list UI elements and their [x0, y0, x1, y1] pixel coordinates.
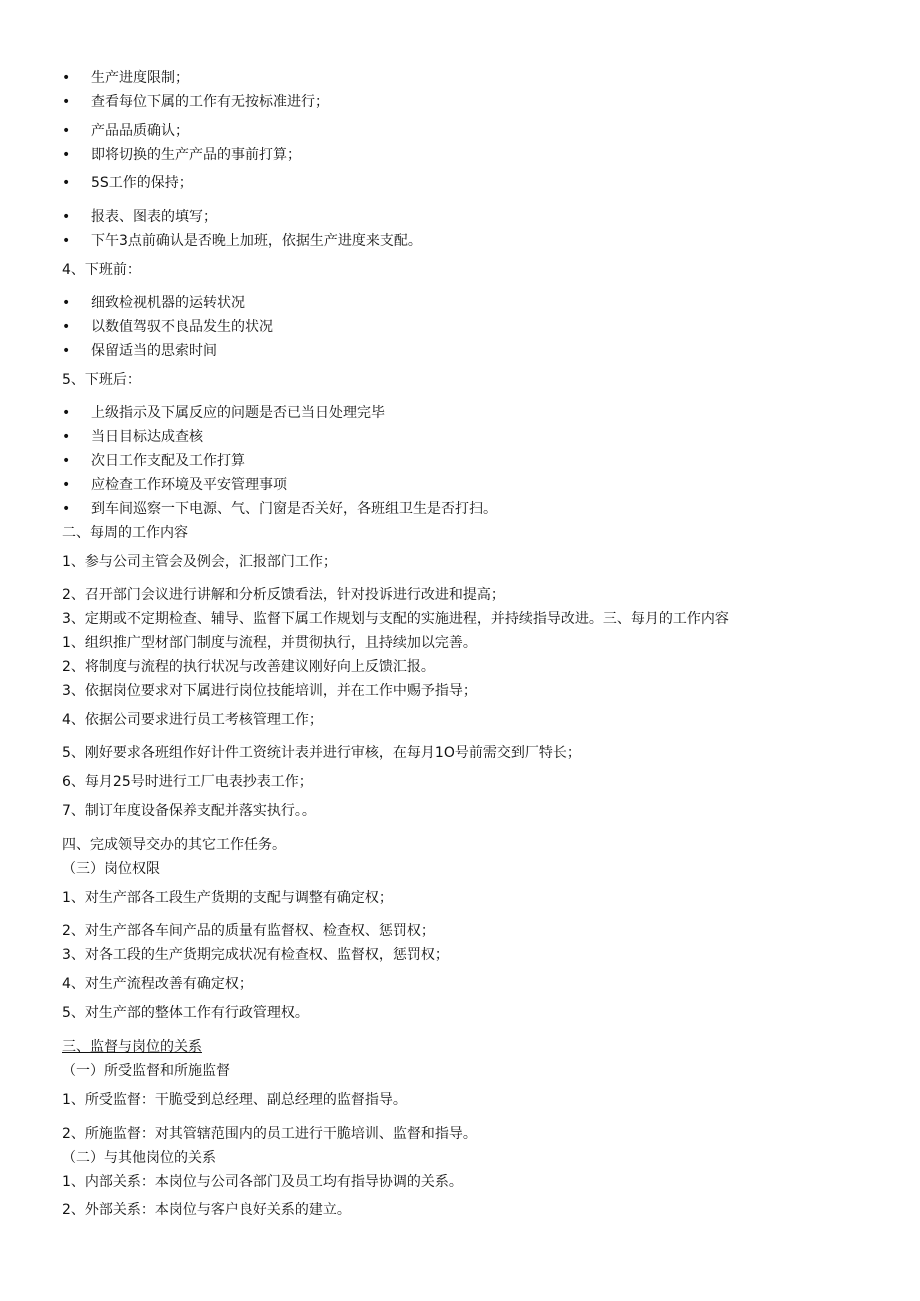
paragraph: 2、将制度与流程的执行状况与改善建议刚好向上反馈汇报。	[62, 659, 435, 675]
paragraph: 四、完成领导交办的其它工作任务。	[62, 837, 286, 853]
paragraph: 1、对生产部各工段生产货期的支配与调整有确定权；	[62, 890, 393, 906]
paragraph: 4、对生产流程改善有确定权；	[62, 976, 253, 992]
bullet-icon: •	[62, 147, 71, 163]
bullet-icon: •	[62, 319, 71, 335]
bullet-icon: •	[62, 123, 71, 139]
bullet-icon: •	[62, 295, 71, 311]
paragraph: 3、对各工段的生产货期完成状况有检查权、监督权，惩罚权；	[62, 947, 449, 963]
subsection-heading: （二）与其他岗位的关系	[62, 1150, 216, 1166]
paragraph: 2、所施监督：对其管辖范围内的员工进行干脆培训、监督和指导。	[62, 1126, 477, 1142]
section-heading-after-work: 5、下班后：	[62, 372, 141, 388]
paragraph: 1、内部关系：本岗位与公司各部门及员工均有指导协调的关系。	[62, 1174, 463, 1190]
paragraph: 2、外部关系：本岗位与客户良好关系的建立。	[62, 1202, 351, 1218]
section-heading-permissions: （三）岗位权限	[62, 861, 160, 877]
paragraph: 1、所受监督：干脆受到总经理、副总经理的监督指导。	[62, 1092, 407, 1108]
bullet-icon: •	[62, 405, 71, 421]
paragraph: 6、每月25号时进行工厂电表抄表工作；	[62, 774, 313, 790]
section-heading-before-work-end: 4、下班前：	[62, 262, 141, 278]
section-heading-weekly: 二、每周的工作内容	[62, 525, 188, 541]
paragraph: 4、依据公司要求进行员工考核管理工作；	[62, 712, 323, 728]
paragraph: 3、依据岗位要求对下属进行岗位技能培训，并在工作中赐予指导；	[62, 683, 477, 699]
bullet-icon: •	[62, 209, 71, 225]
paragraph: 2、对生产部各车间产品的质量有监督权、检查权、惩罚权；	[62, 923, 435, 939]
paragraph: 2、召开部门会议进行讲解和分析反馈看法，针对投诉进行改进和提高；	[62, 587, 505, 603]
bullet-icon: •	[62, 501, 71, 517]
paragraph: 5、刚好要求各班组作好计件工资统计表并进行审核，在每月1O号前需交到厂特长；	[62, 745, 581, 761]
paragraph: 7、制订年度设备保养支配并落实执行。。	[62, 803, 316, 819]
paragraph: 3、定期或不定期检查、辅导、监督下属工作规划与支配的实施进程，并持续指导改进。三、每月的工作内容	[62, 611, 729, 627]
bullet-icon: •	[62, 477, 71, 493]
bullet-icon: •	[62, 453, 71, 469]
paragraph: 5、对生产部的整体工作有行政管理权。	[62, 1005, 309, 1021]
bullet-icon: •	[62, 429, 71, 445]
bullet-icon: •	[62, 70, 71, 86]
paragraph: 1、参与公司主管会及例会，汇报部门工作；	[62, 554, 337, 570]
paragraph: 1、组织推广型材部门制度与流程，并贯彻执行，且持续加以完善。	[62, 635, 477, 651]
bullet-icon: •	[62, 94, 71, 110]
bullet-icon: •	[62, 175, 71, 191]
subsection-heading: （一）所受监督和所施监督	[62, 1063, 230, 1079]
section-heading-supervision: 三、监督与岗位的关系	[62, 1039, 202, 1055]
bullet-icon: •	[62, 233, 71, 249]
bullet-icon: •	[62, 343, 71, 359]
